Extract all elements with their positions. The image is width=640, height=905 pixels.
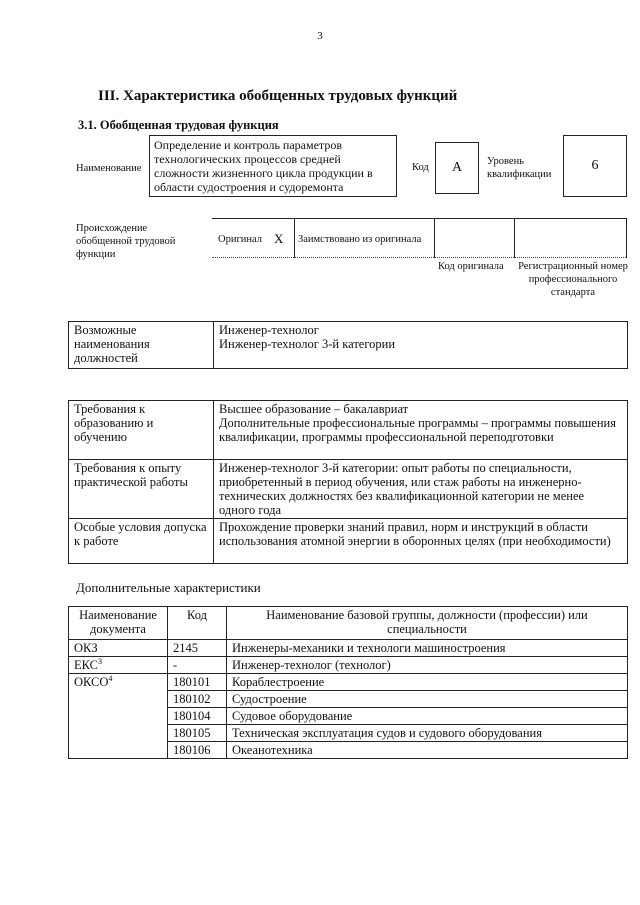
name-cell: Океанотехника — [227, 742, 628, 759]
col-code-header: Код — [168, 607, 227, 640]
code-cell: 180102 — [168, 691, 227, 708]
requirement-text: Прохождение проверки знаний правил, норм и инструкций в области использования атомной энергии в оборонных целях (при необходимости) — [214, 519, 628, 564]
original-label: Оригинал — [218, 234, 262, 245]
original-mark: X — [274, 231, 284, 246]
name-cell: Судовое оборудование — [227, 708, 628, 725]
doc-cell: ОКЗ — [69, 640, 168, 657]
origin-row — [212, 218, 626, 258]
reg-number-label: Регистрационный номер профессионального стандарта — [518, 261, 628, 298]
level-value: 6 — [591, 158, 599, 173]
requirement-text: Инженер-технолог 3-й категории: опыт работы по специальности, приобретенный в период обучения, или стаж работы на инженерно-технических должностях без квалификационной категории не менее одного года — [214, 460, 628, 519]
doc-name: ОКСО — [74, 675, 109, 689]
original-code-label: Код оригинала — [438, 261, 504, 272]
doc-cell — [69, 657, 168, 674]
code-cell: - — [168, 657, 227, 674]
level-value-box — [563, 135, 627, 197]
requirement-row — [69, 519, 628, 564]
requirement-label: Особые условия допуска к работе — [69, 519, 214, 564]
code-cell: 180104 — [168, 708, 227, 725]
position-item: Инженер-технолог — [219, 323, 319, 337]
subsection-title: 3.1. Обобщенная трудовая функция — [78, 118, 279, 132]
positions-row — [69, 322, 628, 369]
requirement-row — [69, 460, 628, 519]
page-number: 3 — [317, 30, 323, 42]
code-cell: 2145 — [168, 640, 227, 657]
col-doc-header: Наименование документа — [69, 607, 168, 640]
positions-values — [214, 322, 628, 369]
table-row — [69, 674, 628, 691]
positions-table — [68, 321, 628, 369]
requirement-row — [69, 401, 628, 460]
code-value: A — [451, 160, 463, 175]
requirements-table — [68, 400, 628, 564]
doc-name: ЕКС — [74, 658, 98, 672]
name-cell: Инженеры-механики и технологи машиностроения — [227, 640, 628, 657]
footnote-mark: 4 — [108, 673, 113, 683]
position-item: Инженер-технолог 3-й категории — [219, 337, 396, 351]
footnote-mark: 3 — [98, 656, 102, 666]
origin-label: Происхождение обобщенной трудовой функции — [76, 223, 176, 260]
additional-heading: Дополнительные характеристики — [76, 580, 261, 595]
function-name-value: Определение и контроль параметров технологических процессов средней сложности жизненного цикла продукции в области судостроения и судоремонта — [154, 138, 373, 194]
section-title: III. Характеристика обобщенных трудовых функций — [98, 88, 458, 104]
code-cell: 180101 — [168, 674, 227, 691]
requirement-label: Требования к опыту практической работы — [69, 460, 214, 519]
name-cell: Кораблестроение — [227, 674, 628, 691]
borrowed-label: Заимствовано из оригинала — [298, 234, 422, 245]
additional-header-row — [69, 607, 628, 640]
additional-table — [68, 606, 628, 759]
requirement-text: Высшее образование – бакалавриат Дополнительные профессиональные программы – программы повышения квалификации, программы профессиональной переподготовки — [214, 401, 628, 460]
name-cell: Техническая эксплуатация судов и судового оборудования — [227, 725, 628, 742]
positions-label: Возможные наименования должностей — [69, 322, 214, 369]
table-row — [69, 657, 628, 674]
name-cell: Инженер-технолог (технолог) — [227, 657, 628, 674]
code-cell: 180106 — [168, 742, 227, 759]
level-label: Уровень квалификации — [487, 156, 552, 180]
code-label: Код — [412, 162, 429, 173]
col-name-header: Наименование базовой группы, должности (профессии) или специальности — [227, 607, 628, 640]
doc-cell — [69, 674, 168, 759]
code-cell: 180105 — [168, 725, 227, 742]
function-name-box — [149, 135, 397, 197]
name-label: Наименование — [76, 163, 142, 174]
code-value-box — [435, 142, 479, 194]
requirement-label: Требования к образованию и обучению — [69, 401, 214, 460]
table-row — [69, 640, 628, 657]
name-cell: Судостроение — [227, 691, 628, 708]
